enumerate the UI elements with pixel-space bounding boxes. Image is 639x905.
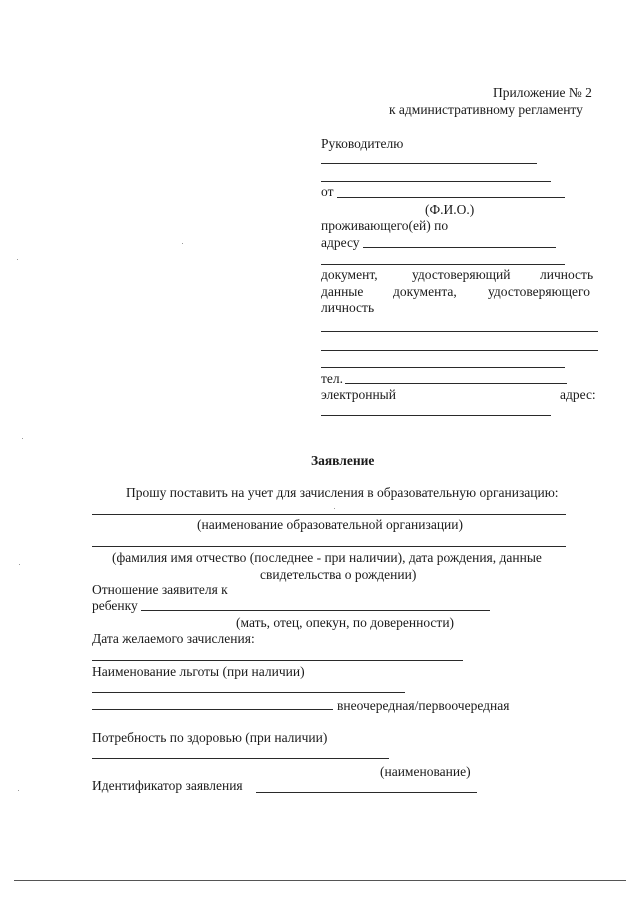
- page-bottom-line: [14, 880, 626, 881]
- phone-label: тел.: [321, 371, 344, 386]
- doc-data-word-3: удостоверяющего: [488, 284, 590, 299]
- residing-label: проживающего(ей) по: [321, 218, 449, 233]
- relation-label-1: Отношение заявителя к: [92, 582, 228, 597]
- fio-hint: (Ф.И.О.): [425, 202, 475, 217]
- relation-line[interactable]: [141, 610, 490, 611]
- relation-hint: (мать, отец, опекун, по доверенности): [236, 615, 455, 630]
- address-label: адресу: [321, 235, 360, 250]
- appendix-number: Приложение № 2: [493, 85, 592, 100]
- child-info-line[interactable]: [92, 546, 566, 547]
- email-label-left: электронный: [321, 387, 396, 402]
- organization-line[interactable]: [92, 514, 566, 515]
- from-label: от: [321, 184, 334, 199]
- scan-speck: [182, 243, 183, 244]
- health-line[interactable]: [92, 758, 389, 759]
- head-name-line-2[interactable]: [321, 181, 551, 182]
- doc-word-2: удостоверяющий: [412, 267, 511, 282]
- address-line[interactable]: [363, 247, 556, 248]
- organization-hint: (наименование образовательной организации): [197, 517, 463, 532]
- document-line-3[interactable]: [321, 367, 565, 368]
- benefit-label: Наименование льготы (при наличии): [92, 664, 305, 679]
- enroll-date-line[interactable]: [92, 660, 463, 661]
- document-line-1[interactable]: [321, 331, 598, 332]
- enroll-date-label: Дата желаемого зачисления:: [92, 631, 255, 646]
- identifier-label: Идентификатор заявления: [92, 778, 243, 793]
- head-name-line[interactable]: [321, 163, 537, 164]
- fio-line[interactable]: [337, 197, 565, 198]
- regulation-reference: к административному регламенту: [389, 102, 583, 117]
- relation-label-2: ребенку: [92, 598, 138, 613]
- scan-speck: [334, 508, 335, 509]
- scan-speck: [17, 259, 18, 260]
- doc-data-word-1: данные: [321, 284, 364, 299]
- scan-speck: [19, 564, 20, 565]
- doc-data-word-2: документа,: [393, 284, 457, 299]
- phone-line[interactable]: [345, 383, 567, 384]
- child-info-hint-2: свидетельства о рождении): [260, 567, 417, 582]
- doc-word-3: личность: [540, 267, 594, 282]
- health-hint: (наименование): [380, 764, 471, 779]
- priority-text: внеочередная/первоочередная: [337, 698, 510, 713]
- request-text: Прошу поставить на учет для зачисления в образовательную организацию:: [126, 485, 559, 500]
- identifier-line[interactable]: [256, 792, 477, 793]
- document-title: Заявление: [311, 453, 375, 468]
- child-info-hint-1: (фамилия имя отчество (последнее - при наличии), дата рождения, данные: [112, 550, 542, 565]
- benefit-line[interactable]: [92, 692, 405, 693]
- email-label-right: адрес:: [560, 387, 596, 402]
- doc-word-1: документ,: [321, 267, 378, 282]
- health-label: Потребность по здоровью (при наличии): [92, 730, 328, 745]
- scan-speck: [18, 790, 19, 791]
- scan-speck: [22, 438, 23, 439]
- document-line-2[interactable]: [321, 350, 598, 351]
- email-line[interactable]: [321, 415, 551, 416]
- doc-data-word-4: личность: [321, 300, 375, 315]
- priority-line[interactable]: [92, 709, 333, 710]
- address-line-2[interactable]: [321, 264, 565, 265]
- to-head-label: Руководителю: [321, 136, 404, 151]
